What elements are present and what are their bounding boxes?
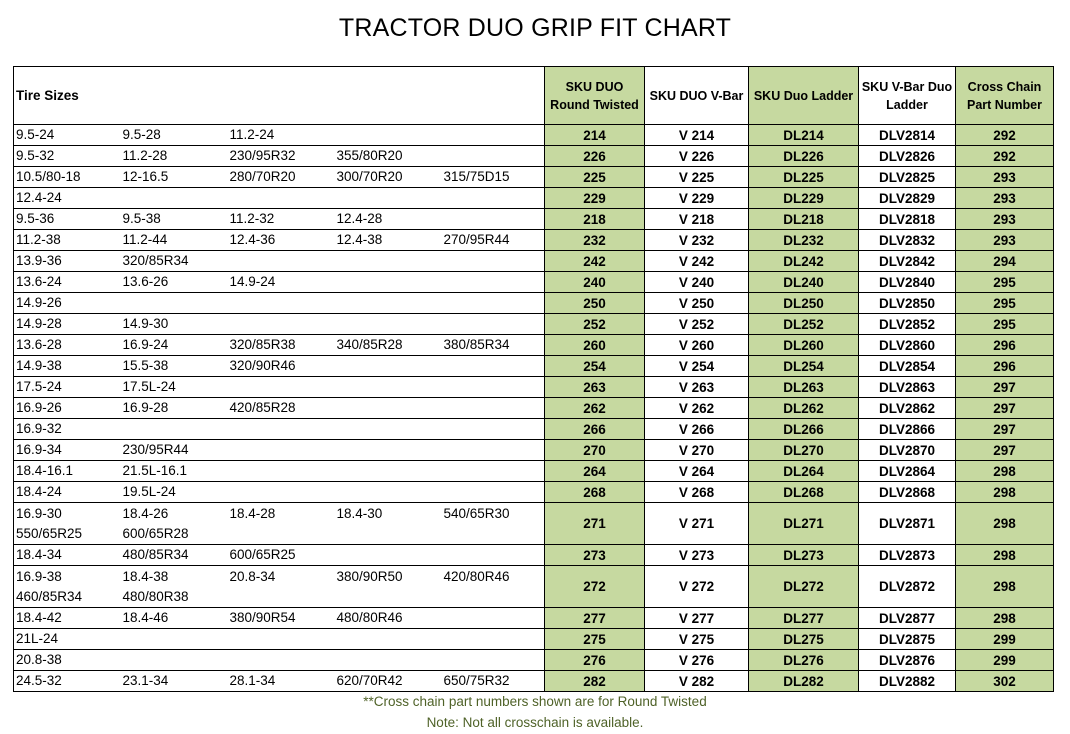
cross-chain-cell: 298 — [956, 503, 1054, 545]
tire-size-cell — [442, 545, 545, 566]
tire-size-cell — [228, 419, 335, 440]
tire-size-cell: 12.4-24 — [14, 188, 121, 209]
tire-size-cell: 16.9-26 — [14, 398, 121, 419]
tire-size-cell — [335, 398, 442, 419]
tire-size-cell: 18.4-46 — [121, 608, 228, 629]
tire-size-cell — [335, 272, 442, 293]
table-row — [14, 440, 1054, 461]
tire-size-cell: 270/95R44 — [442, 230, 545, 251]
tire-size-cell: 320/85R34 — [121, 251, 228, 272]
sku-ladder-cell: DL226 — [749, 146, 859, 167]
tire-size-cell: 480/85R34 — [121, 545, 228, 566]
sku-round-twisted-cell: 282 — [545, 671, 645, 692]
tire-size-cell: 12-16.5 — [121, 167, 228, 188]
tire-size-cell — [335, 419, 442, 440]
tire-size-cell — [335, 125, 442, 146]
sku-vbar-ladder-cell: DLV2866 — [859, 419, 956, 440]
sku-round-twisted-cell: 270 — [545, 440, 645, 461]
sku-vbar-cell: V 229 — [645, 188, 749, 209]
sku-round-twisted-cell: 276 — [545, 650, 645, 671]
footnote: **Cross chain part numbers shown are for Round Twisted — [363, 694, 707, 709]
sku-ladder-cell: DL214 — [749, 125, 859, 146]
cross-chain-cell: 293 — [956, 188, 1054, 209]
tire-size-cell: 540/65R30 — [442, 503, 545, 545]
tire-size-cell: 14.9-28 — [14, 314, 121, 335]
sku-round-twisted-cell: 268 — [545, 482, 645, 503]
sku-vbar-cell: V 252 — [645, 314, 749, 335]
sku-vbar-ladder-cell: DLV2832 — [859, 230, 956, 251]
sku-vbar-ladder-cell: DLV2842 — [859, 251, 956, 272]
cross-chain-cell: 294 — [956, 251, 1054, 272]
sku-ladder-cell: DL264 — [749, 461, 859, 482]
tire-size-cell: 16.9-32 — [14, 419, 121, 440]
sku-vbar-cell: V 262 — [645, 398, 749, 419]
sku-ladder-cell: DL262 — [749, 398, 859, 419]
tire-size-cell: 420/85R28 — [228, 398, 335, 419]
tire-size-cell: 16.9-38 460/85R34 — [14, 566, 121, 608]
tire-size-cell: 12.4-36 — [228, 230, 335, 251]
tire-size-cell: 16.9-34 — [14, 440, 121, 461]
sku-vbar-cell: V 271 — [645, 503, 749, 545]
sku-vbar-ladder-cell: DLV2864 — [859, 461, 956, 482]
tire-size-cell: 18.4-28 — [228, 503, 335, 545]
table-row — [14, 356, 1054, 377]
sku-vbar-cell: V 240 — [645, 272, 749, 293]
cross-chain-cell: 297 — [956, 398, 1054, 419]
sku-vbar-ladder-cell: DLV2814 — [859, 125, 956, 146]
cross-chain-cell: 296 — [956, 356, 1054, 377]
table-row — [14, 629, 1054, 650]
sku-vbar-ladder-cell: DLV2829 — [859, 188, 956, 209]
sku-round-twisted-cell: 250 — [545, 293, 645, 314]
sku-round-twisted-cell: 272 — [545, 566, 645, 608]
cross-chain-cell: 298 — [956, 545, 1054, 566]
sku-vbar-ladder-cell: DLV2852 — [859, 314, 956, 335]
tire-size-cell: 11.2-28 — [121, 146, 228, 167]
tire-size-cell — [442, 608, 545, 629]
tire-size-cell: 230/95R44 — [121, 440, 228, 461]
table-row — [14, 209, 1054, 230]
sku-ladder-cell: DL272 — [749, 566, 859, 608]
sku-round-twisted-cell: 271 — [545, 503, 645, 545]
tire-size-cell — [442, 482, 545, 503]
sku-round-twisted-cell: 264 — [545, 461, 645, 482]
cross-chain-cell: 298 — [956, 566, 1054, 608]
tire-size-cell: 12.4-38 — [335, 230, 442, 251]
sku-ladder-cell: DL277 — [749, 608, 859, 629]
tire-size-cell — [335, 377, 442, 398]
tire-size-cell: 14.9-24 — [228, 272, 335, 293]
sku-round-twisted-cell: 252 — [545, 314, 645, 335]
cross-chain-cell: 297 — [956, 377, 1054, 398]
tire-size-cell — [228, 293, 335, 314]
tire-size-cell: 420/80R46 — [442, 566, 545, 608]
tire-size-cell: 650/75R32 — [442, 671, 545, 692]
tire-size-cell — [335, 629, 442, 650]
header-row — [14, 67, 1054, 125]
table-row — [14, 503, 1054, 545]
tire-size-cell: 19.5L-24 — [121, 482, 228, 503]
sku-vbar-cell: V 266 — [645, 419, 749, 440]
tire-size-cell — [228, 314, 335, 335]
table-row — [14, 335, 1054, 356]
tire-size-cell: 21.5L-16.1 — [121, 461, 228, 482]
tire-size-cell: 14.9-30 — [121, 314, 228, 335]
sku-vbar-ladder-cell: DLV2862 — [859, 398, 956, 419]
tire-size-cell: 600/65R25 — [228, 545, 335, 566]
tire-size-cell: 16.9-28 — [121, 398, 228, 419]
sku-ladder-cell: DL276 — [749, 650, 859, 671]
sku-vbar-ladder-cell: DLV2840 — [859, 272, 956, 293]
table-row — [14, 377, 1054, 398]
sku-ladder-cell: DL268 — [749, 482, 859, 503]
cross-chain-cell: 297 — [956, 419, 1054, 440]
sku-vbar-cell: V 272 — [645, 566, 749, 608]
tire-size-cell — [228, 629, 335, 650]
tire-size-cell — [335, 293, 442, 314]
tire-size-cell: 380/85R34 — [442, 335, 545, 356]
table-row — [14, 314, 1054, 335]
tire-size-cell — [335, 251, 442, 272]
sku-ladder-cell: DL242 — [749, 251, 859, 272]
sku-vbar-cell: V 282 — [645, 671, 749, 692]
sku-vbar-cell: V 263 — [645, 377, 749, 398]
tire-size-cell — [442, 272, 545, 293]
tire-size-cell: 14.9-26 — [14, 293, 121, 314]
tire-size-cell: 9.5-36 — [14, 209, 121, 230]
tire-size-cell: 380/90R50 — [335, 566, 442, 608]
table-row — [14, 293, 1054, 314]
tire-size-cell — [335, 188, 442, 209]
tire-size-cell: 17.5L-24 — [121, 377, 228, 398]
cross-chain-cell: 302 — [956, 671, 1054, 692]
tire-size-cell — [442, 650, 545, 671]
cross-chain-cell: 298 — [956, 608, 1054, 629]
tire-size-cell: 18.4-24 — [14, 482, 121, 503]
tire-size-cell — [228, 650, 335, 671]
cross-chain-cell: 297 — [956, 440, 1054, 461]
sku-round-twisted-cell: 260 — [545, 335, 645, 356]
tire-size-cell: 13.6-28 — [14, 335, 121, 356]
tire-size-cell — [121, 293, 228, 314]
availability-note: Note: Not all crosschain is available. — [426, 715, 644, 730]
tire-size-cell: 315/75D15 — [442, 167, 545, 188]
sku-vbar-cell: V 273 — [645, 545, 749, 566]
sku-round-twisted-cell: 232 — [545, 230, 645, 251]
sku-ladder-cell: DL270 — [749, 440, 859, 461]
tire-size-cell — [442, 251, 545, 272]
tire-size-cell: 380/90R54 — [228, 608, 335, 629]
tire-size-cell: 16.9-30 550/65R25 — [14, 503, 121, 545]
sku-vbar-ladder-cell: DLV2872 — [859, 566, 956, 608]
tire-size-cell — [335, 461, 442, 482]
table-row — [14, 671, 1054, 692]
sku-vbar-cell: V 276 — [645, 650, 749, 671]
sku-vbar-ladder-cell: DLV2818 — [859, 209, 956, 230]
sku-vbar-cell: V 242 — [645, 251, 749, 272]
tire-size-cell: 20.8-34 — [228, 566, 335, 608]
cross-chain-cell: 292 — [956, 146, 1054, 167]
sku-vbar-ladder-cell: DLV2876 — [859, 650, 956, 671]
cross-chain-cell: 295 — [956, 314, 1054, 335]
sku-ladder-cell: DL229 — [749, 188, 859, 209]
header-tire-sizes: Tire Sizes — [14, 67, 121, 125]
tire-size-cell: 28.1-34 — [228, 671, 335, 692]
table-row — [14, 419, 1054, 440]
sku-vbar-ladder-cell: DLV2868 — [859, 482, 956, 503]
sku-round-twisted-cell: 263 — [545, 377, 645, 398]
sku-vbar-cell: V 218 — [645, 209, 749, 230]
sku-round-twisted-cell: 277 — [545, 608, 645, 629]
tire-size-cell — [121, 419, 228, 440]
sku-ladder-cell: DL273 — [749, 545, 859, 566]
cross-chain-cell: 295 — [956, 293, 1054, 314]
tire-size-cell — [335, 356, 442, 377]
table-row — [14, 461, 1054, 482]
tire-size-cell — [121, 629, 228, 650]
sku-ladder-cell: DL271 — [749, 503, 859, 545]
tire-size-cell — [335, 650, 442, 671]
sku-vbar-ladder-cell: DLV2826 — [859, 146, 956, 167]
sku-vbar-cell: V 254 — [645, 356, 749, 377]
sku-vbar-cell: V 214 — [645, 125, 749, 146]
page-title: TRACTOR DUO GRIP FIT CHART — [338, 14, 732, 42]
sku-vbar-ladder-cell: DLV2825 — [859, 167, 956, 188]
sku-vbar-cell: V 232 — [645, 230, 749, 251]
tire-size-cell — [335, 314, 442, 335]
tire-size-cell: 13.6-26 — [121, 272, 228, 293]
sku-round-twisted-cell: 218 — [545, 209, 645, 230]
cross-chain-cell: 292 — [956, 125, 1054, 146]
sku-ladder-cell: DL250 — [749, 293, 859, 314]
tire-size-cell: 320/85R38 — [228, 335, 335, 356]
cross-chain-cell: 293 — [956, 167, 1054, 188]
tire-size-cell: 11.2-32 — [228, 209, 335, 230]
sku-round-twisted-cell: 242 — [545, 251, 645, 272]
tire-size-cell: 18.4-16.1 — [14, 461, 121, 482]
tire-size-cell — [442, 377, 545, 398]
header-sku-vbar-ladder: SKU V-Bar Duo Ladder — [859, 67, 956, 125]
tire-size-cell — [228, 377, 335, 398]
sku-ladder-cell: DL218 — [749, 209, 859, 230]
tire-size-cell: 18.4-34 — [14, 545, 121, 566]
cross-chain-cell: 295 — [956, 272, 1054, 293]
table-row — [14, 146, 1054, 167]
tire-size-cell — [442, 398, 545, 419]
tire-size-cell: 12.4-28 — [335, 209, 442, 230]
sku-vbar-cell: V 264 — [645, 461, 749, 482]
sku-ladder-cell: DL254 — [749, 356, 859, 377]
sku-vbar-ladder-cell: DLV2871 — [859, 503, 956, 545]
tire-size-cell: 11.2-24 — [228, 125, 335, 146]
sku-vbar-ladder-cell: DLV2873 — [859, 545, 956, 566]
tire-size-cell: 13.6-24 — [14, 272, 121, 293]
table-row — [14, 545, 1054, 566]
tire-size-cell: 14.9-38 — [14, 356, 121, 377]
sku-ladder-cell: DL263 — [749, 377, 859, 398]
sku-ladder-cell: DL282 — [749, 671, 859, 692]
tire-size-cell: 10.5/80-18 — [14, 167, 121, 188]
cross-chain-cell: 299 — [956, 650, 1054, 671]
table-row — [14, 650, 1054, 671]
sku-vbar-cell: V 277 — [645, 608, 749, 629]
cross-chain-cell: 296 — [956, 335, 1054, 356]
table-row — [14, 230, 1054, 251]
tire-size-cell — [442, 146, 545, 167]
tire-size-cell — [442, 188, 545, 209]
tire-size-cell: 18.4-30 — [335, 503, 442, 545]
sku-round-twisted-cell: 214 — [545, 125, 645, 146]
cross-chain-cell: 293 — [956, 230, 1054, 251]
sku-vbar-ladder-cell: DLV2854 — [859, 356, 956, 377]
sku-vbar-cell: V 250 — [645, 293, 749, 314]
table-row — [14, 566, 1054, 608]
tire-size-cell: 9.5-32 — [14, 146, 121, 167]
tire-size-cell — [228, 461, 335, 482]
header-sku-vbar: SKU DUO V-Bar — [645, 67, 749, 125]
tire-size-cell — [335, 482, 442, 503]
sku-vbar-cell: V 260 — [645, 335, 749, 356]
tire-size-cell: 13.9-36 — [14, 251, 121, 272]
tire-size-cell: 18.4-42 — [14, 608, 121, 629]
cross-chain-cell: 298 — [956, 461, 1054, 482]
tire-size-cell — [228, 482, 335, 503]
table-row — [14, 167, 1054, 188]
sku-round-twisted-cell: 229 — [545, 188, 645, 209]
sku-round-twisted-cell: 273 — [545, 545, 645, 566]
tire-size-cell: 17.5-24 — [14, 377, 121, 398]
tire-size-cell: 300/70R20 — [335, 167, 442, 188]
sku-vbar-ladder-cell: DLV2882 — [859, 671, 956, 692]
tire-size-cell — [442, 314, 545, 335]
tire-size-cell: 9.5-28 — [121, 125, 228, 146]
sku-round-twisted-cell: 266 — [545, 419, 645, 440]
sku-round-twisted-cell: 225 — [545, 167, 645, 188]
sku-round-twisted-cell: 254 — [545, 356, 645, 377]
header-cross-chain: Cross Chain Part Number — [956, 67, 1054, 125]
sku-ladder-cell: DL252 — [749, 314, 859, 335]
sku-ladder-cell: DL275 — [749, 629, 859, 650]
sku-vbar-cell: V 275 — [645, 629, 749, 650]
tire-size-cell — [335, 440, 442, 461]
tire-size-cell — [121, 188, 228, 209]
tire-size-cell — [228, 251, 335, 272]
table-row — [14, 125, 1054, 146]
tire-size-cell: 15.5-38 — [121, 356, 228, 377]
tire-size-cell — [228, 188, 335, 209]
sku-vbar-ladder-cell: DLV2875 — [859, 629, 956, 650]
sku-ladder-cell: DL266 — [749, 419, 859, 440]
sku-round-twisted-cell: 226 — [545, 146, 645, 167]
tire-size-cell — [442, 356, 545, 377]
sku-ladder-cell: DL225 — [749, 167, 859, 188]
tire-size-cell — [442, 125, 545, 146]
sku-vbar-cell: V 270 — [645, 440, 749, 461]
tire-size-cell — [442, 629, 545, 650]
fit-chart-table — [13, 66, 1054, 692]
tire-size-cell: 9.5-24 — [14, 125, 121, 146]
sku-vbar-cell: V 225 — [645, 167, 749, 188]
sku-vbar-ladder-cell: DLV2877 — [859, 608, 956, 629]
tire-size-cell — [335, 545, 442, 566]
tire-size-cell: 320/90R46 — [228, 356, 335, 377]
tire-size-cell: 18.4-26 600/65R28 — [121, 503, 228, 545]
tire-size-cell: 21L-24 — [14, 629, 121, 650]
table-row — [14, 272, 1054, 293]
sku-ladder-cell: DL232 — [749, 230, 859, 251]
sku-vbar-cell: V 268 — [645, 482, 749, 503]
cross-chain-cell: 299 — [956, 629, 1054, 650]
tire-size-cell: 23.1-34 — [121, 671, 228, 692]
table-row — [14, 188, 1054, 209]
tire-size-cell: 9.5-38 — [121, 209, 228, 230]
tire-size-cell: 230/95R32 — [228, 146, 335, 167]
table-row — [14, 398, 1054, 419]
sku-vbar-ladder-cell: DLV2863 — [859, 377, 956, 398]
table-row — [14, 482, 1054, 503]
sku-vbar-ladder-cell: DLV2850 — [859, 293, 956, 314]
header-sku-round-twisted: SKU DUO Round Twisted — [545, 67, 645, 125]
tire-size-cell — [442, 440, 545, 461]
tire-size-cell: 18.4-38 480/80R38 — [121, 566, 228, 608]
tire-size-cell — [442, 461, 545, 482]
tire-size-cell: 355/80R20 — [335, 146, 442, 167]
tire-size-cell: 480/80R46 — [335, 608, 442, 629]
sku-ladder-cell: DL260 — [749, 335, 859, 356]
sku-vbar-cell: V 226 — [645, 146, 749, 167]
tire-size-cell: 620/70R42 — [335, 671, 442, 692]
tire-size-cell: 340/85R28 — [335, 335, 442, 356]
tire-size-cell — [228, 440, 335, 461]
sku-round-twisted-cell: 275 — [545, 629, 645, 650]
sku-ladder-cell: DL240 — [749, 272, 859, 293]
tire-size-cell — [442, 293, 545, 314]
sku-vbar-ladder-cell: DLV2870 — [859, 440, 956, 461]
header-sku-ladder: SKU Duo Ladder — [749, 67, 859, 125]
cross-chain-cell: 298 — [956, 482, 1054, 503]
tire-size-cell — [442, 209, 545, 230]
tire-size-cell: 11.2-44 — [121, 230, 228, 251]
tire-size-cell: 16.9-24 — [121, 335, 228, 356]
table-row — [14, 608, 1054, 629]
tire-size-cell: 20.8-38 — [14, 650, 121, 671]
tire-size-cell: 11.2-38 — [14, 230, 121, 251]
sku-vbar-ladder-cell: DLV2860 — [859, 335, 956, 356]
tire-size-cell: 280/70R20 — [228, 167, 335, 188]
tire-size-cell — [121, 650, 228, 671]
tire-size-cell — [442, 419, 545, 440]
table-row — [14, 251, 1054, 272]
tire-size-cell: 24.5-32 — [14, 671, 121, 692]
cross-chain-cell: 293 — [956, 209, 1054, 230]
sku-round-twisted-cell: 240 — [545, 272, 645, 293]
sku-round-twisted-cell: 262 — [545, 398, 645, 419]
